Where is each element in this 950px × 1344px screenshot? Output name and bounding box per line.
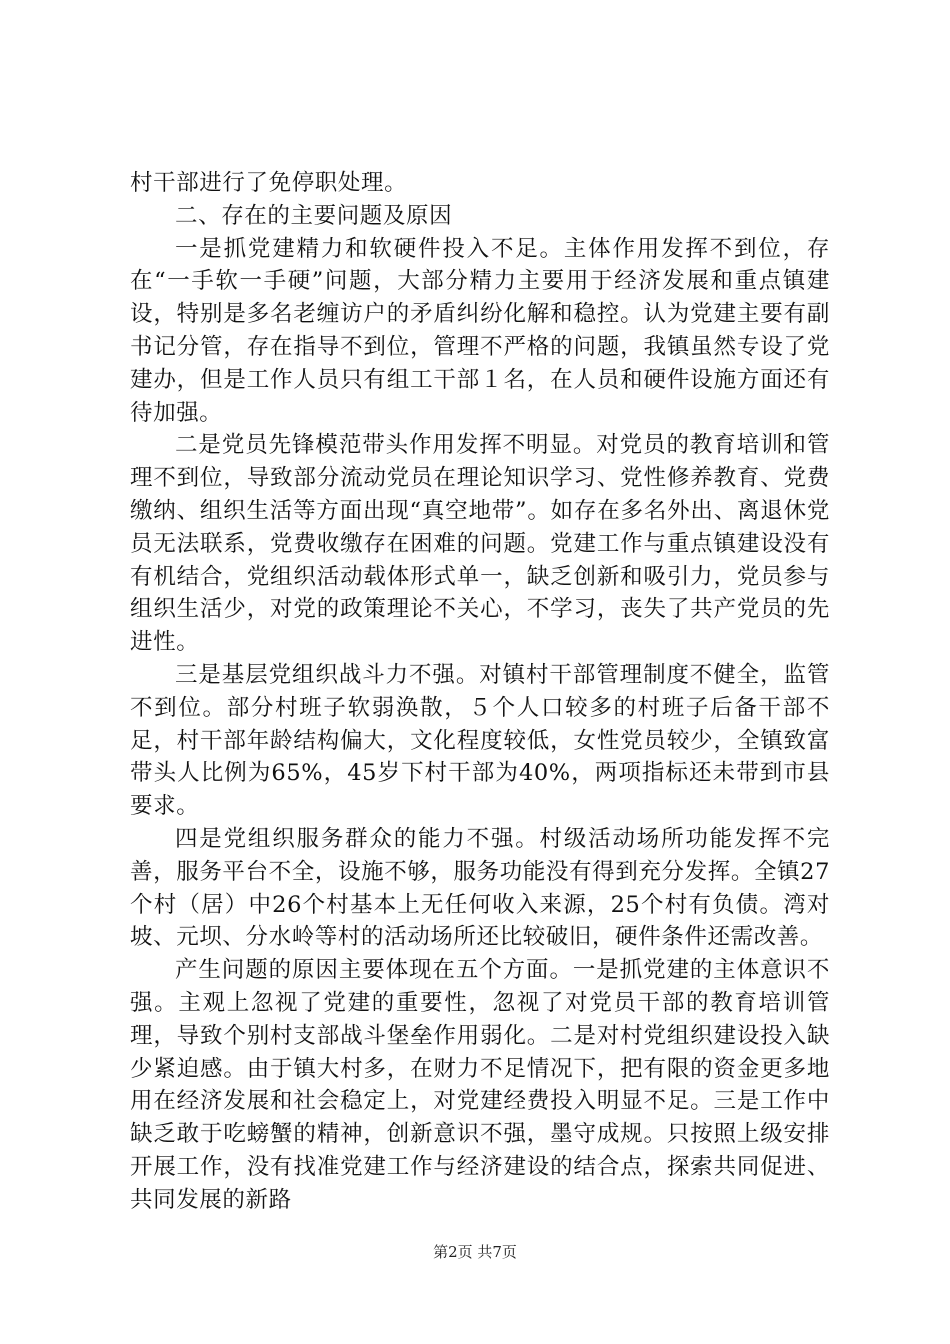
section-heading: 二、存在的主要问题及原因 (175, 202, 453, 229)
paragraph-problem-one: 一是抓党建精力和软硬件投入不足。主体作用发挥不到位，存在“一手软一手硬”问题，大部分精力主要用于经济发展和重点镇建设，特别是多名老缠访户的矛盾纠纷化解和稳控。认为党建主要有副书记分管，存在指导不到位，管理不严格的问题，我镇虽然专设了党建办，但是工作人员只有组工干部１名，在人员和硬件设施方面还有待加强。 (130, 235, 830, 426)
paragraph-continuation: 村干部进行了免停职处理。 (130, 170, 408, 196)
document-body (130, 167, 830, 1217)
paragraph-problem-four: 四是党组织服务群众的能力不强。村级活动场所功能发挥不完善，服务平台不全，设施不够，服务功能没有得到充分发挥。全镇27个村（居）中26个村基本上无任何收入来源，25个村有负债。湾对坡、元坝、分水岭等村的活动场所还比较破旧，硬件条件还需改善。 (130, 825, 830, 951)
paragraph-problem-three: 三是基层党组织战斗力不强。对镇村干部管理制度不健全，监管不到位。部分村班子软弱涣散，５个人口较多的村班子后备干部不足，村干部年龄结构偏大，文化程度较低，女性党员较少，全镇致富带头人比例为65%，45岁下村干部为40%，两项指标还未带到市县要求。 (130, 661, 830, 820)
page-footer: 第2页 共7页 (433, 1243, 517, 1261)
paragraph-causes: 产生问题的原因主要体现在五个方面。一是抓党建的主体意识不强。主观上忽视了党建的重要性，忽视了对党员干部的教育培训管理，导致个别村支部战斗堡垒作用弱化。二是对村党组织建设投入缺少紧迫感。由于镇大村多，在财力不足情况下，把有限的资金更多地用在经济发展和社会稳定上，对党建经费投入明显不足。三是工作中缺乏敢于吃螃蟹的精神，创新意识不强，墨守成规。只按照上级安排开展工作，没有找准党建工作与经济建设的结合点，探索共同促进、共同发展的新路 (130, 957, 830, 1213)
paragraph-problem-two: 二是党员先锋模范带头作用发挥不明显。对党员的教育培训和管理不到位，导致部分流动党员在理论知识学习、党性修养教育、党费缴纳、组织生活等方面出现“真空地带”。如存在多名外出、离退休党员无法联系，党费收缴存在困难的问题。党建工作与重点镇建设没有有机结合，党组织活动载体形式单一，缺乏创新和吸引力，党员参与组织生活少，对党的政策理论不关心，不学习，丧失了共产党员的先进性。 (130, 432, 830, 656)
